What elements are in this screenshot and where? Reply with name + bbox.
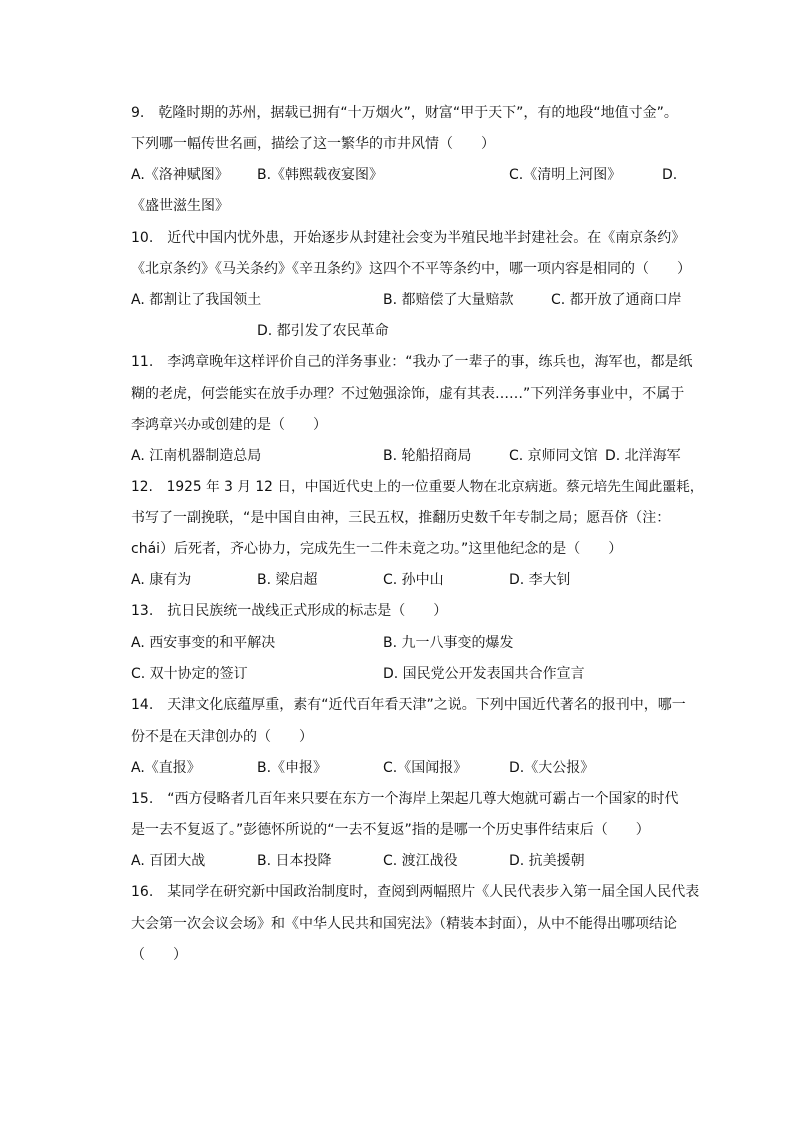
q9-stem-line-1: 9. 乾隆时期的苏州，据载已拥有“十万烟火”，财富“甲于天下”，有的地段“地值寸金”。 <box>131 105 678 121</box>
q9-option-d-text: 《盛世滋生图》 <box>131 198 229 214</box>
q15-option-a: A. 百团大战 <box>131 853 206 869</box>
q9-stem-line-2: 下列哪一幅传世名画，描绘了这一繁华的市井风情（ ） <box>131 136 495 152</box>
q9-option-d-label: D. <box>662 167 678 183</box>
q10-option-c: C. 都开放了通商口岸 <box>551 292 682 308</box>
q10-option-b: B. 都赔偿了大量赔款 <box>383 292 514 308</box>
q15-stem-line-2: 是一去不复返了。”彭德怀所说的“一去不复返”指的是哪一个历史事件结束后（ ） <box>131 822 650 838</box>
q16-stem-line-3: （ ） <box>131 947 187 963</box>
q14-option-d: D.《大公报》 <box>509 760 595 776</box>
q12-option-d: D. 李大钊 <box>509 572 571 588</box>
q11-stem-line-3: 李鸿章兴办或创建的是（ ） <box>131 417 327 433</box>
q16-stem-line-2: 大会第一次会议会场》和《中华人民共和国宪法》（精装本封面），从中不能得出哪项结论 <box>131 916 677 932</box>
q12-stem-line-1: 12. 1925 年 3 月 12 日，中国近代史上的一位重要人物在北京病逝。蔡元培先生闻此噩耗， <box>131 479 704 495</box>
q9-option-b: B.《韩熙载夜宴图》 <box>257 167 384 183</box>
q16-stem-line-1: 16. 某同学在研究新中国政治制度时，查阅到两幅照片《人民代表步入第一届全国人民代表 <box>131 884 700 900</box>
q13-option-c: C. 双十协定的签订 <box>131 666 248 682</box>
q11-option-d: D. 北洋海军 <box>605 448 681 464</box>
q14-option-c: C.《国闻报》 <box>383 760 468 776</box>
q13-option-b: B. 九一八事变的爆发 <box>383 635 514 651</box>
q12-stem-line-3: chái）后死者，齐心协力，完成先生一二件未竟之功。”这里他纪念的是（ ） <box>131 541 623 557</box>
q12-stem-line-2: 书写了一副挽联，“是中国自由神，三民五权，推翻历史数千年专制之局；愿吾侪（注： <box>131 510 671 526</box>
q11-option-c: C. 京师同文馆 <box>509 448 598 464</box>
q15-option-c: C. 渡江战役 <box>383 853 458 869</box>
q12-option-a: A. 康有为 <box>131 572 192 588</box>
q11-option-b: B. 轮船招商局 <box>383 448 472 464</box>
q14-option-a: A.《直报》 <box>131 760 201 776</box>
q10-stem-line-2: 《北京条约》《马关条约》《辛丑条约》这四个不平等条约中，哪一项内容是相同的（ ） <box>131 261 691 277</box>
q14-option-b: B.《申报》 <box>257 760 328 776</box>
q13-stem-line-1: 13. 抗日民族统一战线正式形成的标志是（ ） <box>131 603 448 619</box>
q9-option-c: C.《清明上河图》 <box>509 167 622 183</box>
q11-stem-line-2: 糊的老虎，何尝能实在放手办理？不过勉强涂饰，虚有其表……”下列洋务事业中，不属于 <box>131 386 685 402</box>
q13-option-a: A. 西安事变的和平解决 <box>131 635 276 651</box>
q13-option-d: D. 国民党公开发表国共合作宣言 <box>383 666 585 682</box>
q10-option-a: A. 都割让了我国领土 <box>131 292 262 308</box>
q15-option-d: D. 抗美援朝 <box>509 853 585 869</box>
q12-option-b: B. 梁启超 <box>257 572 318 588</box>
q15-stem-line-1: 15. “西方侵略者几百年来只要在东方一个海岸上架起几尊大炮就可霸占一个国家的时代 <box>131 791 679 807</box>
q14-stem-line-1: 14. 天津文化底蕴厚重，素有“近代百年看天津”之说。下列中国近代著名的报刊中，哪一 <box>131 697 686 713</box>
q10-option-d: D. 都引发了农民革命 <box>257 323 389 339</box>
q10-stem-line-1: 10. 近代中国内忧外患，开始逐步从封建社会变为半殖民地半封建社会。在《南京条约》 <box>131 230 686 246</box>
q12-option-c: C. 孙中山 <box>383 572 444 588</box>
q14-stem-line-2: 份不是在天津创办的（ ） <box>131 729 313 745</box>
q11-stem-line-1: 11. 李鸿章晚年这样评价自己的洋务事业：“我办了一辈子的事，练兵也，海军也，都是纸 <box>131 354 693 370</box>
q9-option-a: A.《洛神赋图》 <box>131 167 229 183</box>
q11-option-a: A. 江南机器制造总局 <box>131 448 262 464</box>
q15-option-b: B. 日本投降 <box>257 853 332 869</box>
